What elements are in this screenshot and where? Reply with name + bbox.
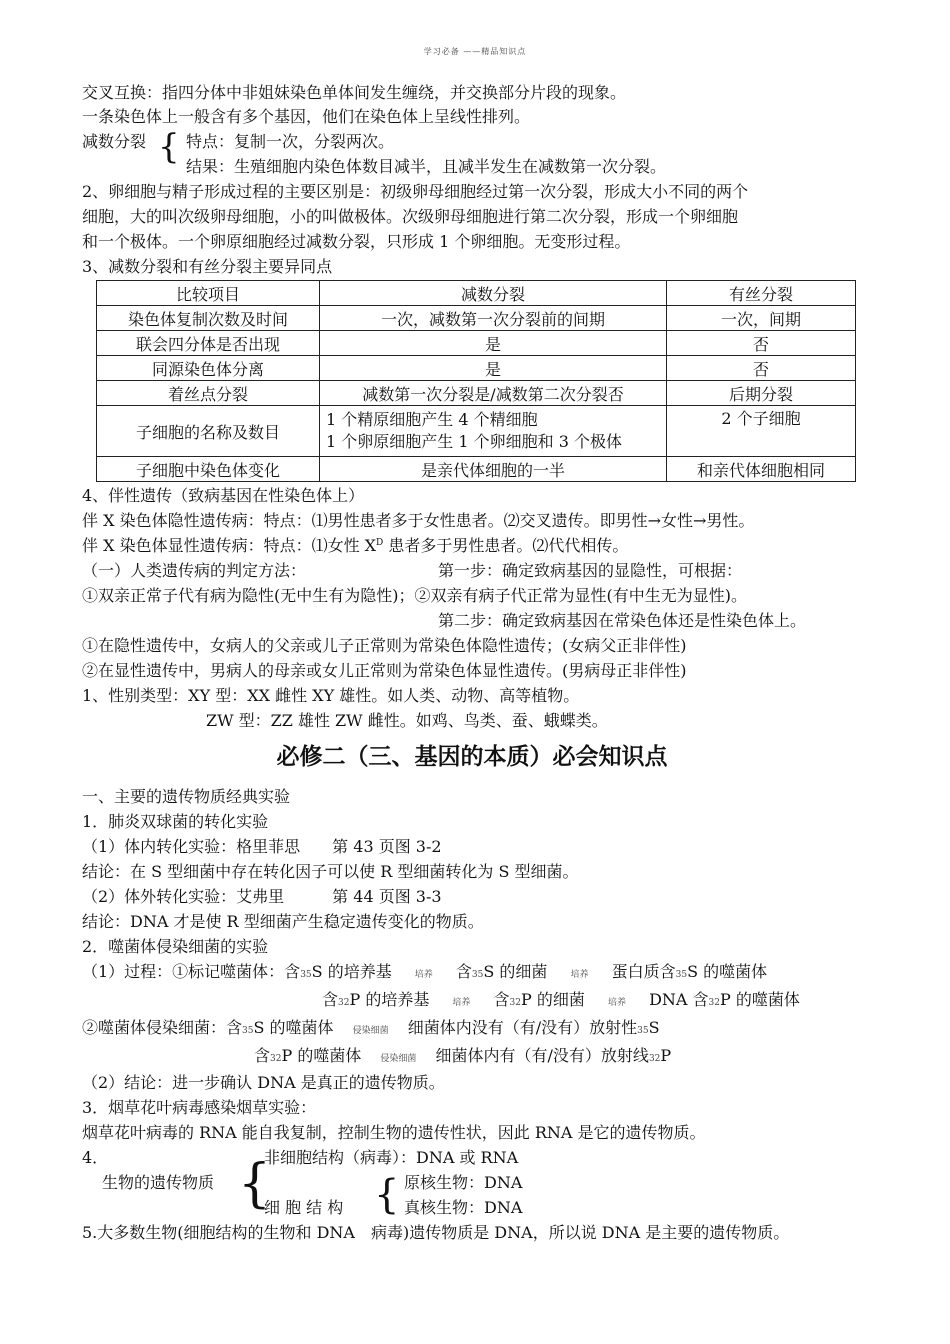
non-cellular: 非细胞结构（病毒）：DNA 或 RNA xyxy=(264,1148,519,1167)
x-recessive: 伴 X 染色体隐性遗传病：特点：⑴男性患者多于女性患者。⑵交叉遗传。即男性→女性→男性。 xyxy=(82,511,755,530)
judge-step-1: 第一步：确定致病基因的显隐性，可根据： xyxy=(438,561,743,580)
table-cell: 后期分裂 xyxy=(667,381,856,406)
superscript: D xyxy=(376,538,384,548)
x-dominant-a: 伴 X 染色体显性遗传病：特点：⑴女性 X xyxy=(82,536,377,555)
isotope: 32 xyxy=(509,998,521,1008)
phage-infect-32p xyxy=(254,1045,671,1069)
text: P xyxy=(660,1046,672,1065)
arrow-label: 培养 xyxy=(607,998,626,1008)
text: 含 xyxy=(493,990,510,1009)
header-cell: 减数分裂 xyxy=(320,281,667,306)
phage-infect-35s xyxy=(82,1017,660,1041)
table-cell: 否 xyxy=(667,356,856,381)
phage-process-32p xyxy=(322,989,800,1013)
table-cell: 染色体复制次数及时间 xyxy=(97,306,320,331)
table-row xyxy=(97,306,856,331)
table-cell: 同源染色体分离 xyxy=(97,356,320,381)
brace-icon: { xyxy=(238,1154,272,1214)
arrow-label: 培养 xyxy=(414,970,433,980)
sex-type-zw: ZW 型：ZZ 雄性 ZW 雌性。如鸡、鸟类、蚕、蛾蝶类。 xyxy=(206,711,608,730)
table-cell: 否 xyxy=(667,331,856,356)
table-row xyxy=(97,457,856,482)
egg-sperm-line-3: 和一个极体。一个卵原细胞经过减数分裂，只形成 1 个卵细胞。无变形过程。 xyxy=(82,232,631,251)
table-row xyxy=(97,331,856,356)
eukaryote: 真核生物：DNA xyxy=(404,1198,523,1217)
text: DNA 含 xyxy=(649,990,709,1009)
text: 含 xyxy=(455,962,472,981)
pneumococcus-heading: 1．肺炎双球菌的转化实验 xyxy=(82,812,269,831)
item-4-number: 4． xyxy=(82,1148,109,1167)
tmv-heading: 3．烟草花叶病毒感染烟草实验： xyxy=(82,1098,317,1117)
comparison-table xyxy=(96,280,856,482)
text: 含 xyxy=(254,1046,271,1065)
table-row xyxy=(97,406,856,457)
table-cell: 是亲代体细胞的一半 xyxy=(320,457,667,482)
text: P 的噬菌体 xyxy=(720,990,800,1009)
phage-heading: 2．噬菌体侵染细菌的实验 xyxy=(82,937,269,956)
text: P 的培养基 xyxy=(349,990,430,1009)
arrow-label: 培养 xyxy=(570,970,589,980)
arrow-label: 侵染细菌 xyxy=(380,1054,417,1064)
egg-sperm-line-2: 细胞，大的叫次级卵母细胞，小的叫做极体。次级卵母细胞进行第二次分裂，形成一个卵细胞 xyxy=(82,207,739,226)
brace-icon: { xyxy=(374,1172,400,1218)
table-cell: 一次，间期 xyxy=(667,306,856,331)
page-header: 学习必备 ——精品知识点 xyxy=(423,47,527,56)
x-dominant xyxy=(82,535,628,559)
cell-line: 1 个卵原细胞产生 1 个卵细胞和 3 个极体 xyxy=(326,432,622,451)
section-title: 必修二（三、基因的本质）必会知识点 xyxy=(276,743,668,770)
isotope: 35 xyxy=(637,1026,649,1036)
text: P 的细菌 xyxy=(521,990,585,1009)
judge-rule-2: ①在隐性遗传中，女病人的父亲或儿子正常则为常染色体隐性遗传；(女病父正非伴性) xyxy=(82,636,687,655)
text: P 的噬菌体 xyxy=(281,1046,362,1065)
table-header-row xyxy=(97,281,856,306)
table-cell: 减数第一次分裂是/减数第二次分裂否 xyxy=(320,381,667,406)
text: S 的噬菌体 xyxy=(253,1018,334,1037)
table-cell: 2 个子细胞 xyxy=(667,406,856,457)
table-cell: 是 xyxy=(320,331,667,356)
cell-line: 1 个精原细胞产生 4 个精细胞 xyxy=(326,410,538,429)
phage-process-35s xyxy=(82,961,767,985)
text: 含 xyxy=(322,990,339,1009)
text: S 的培养基 xyxy=(311,962,392,981)
cellular: 细 胞 结 构 xyxy=(264,1198,344,1217)
isotope: 32 xyxy=(270,1054,282,1064)
sex-type-xy: 1、性别类型：XY 型：XX 雌性 XY 雄性。如人类、动物、高等植物。 xyxy=(82,686,580,705)
text: S xyxy=(648,1018,660,1037)
isotope: 32 xyxy=(338,998,350,1008)
table-cell: 和亲代体细胞相同 xyxy=(667,457,856,482)
header-cell: 有丝分裂 xyxy=(667,281,856,306)
prokaryote: 原核生物：DNA xyxy=(404,1173,523,1192)
judge-step-2: 第二步：确定致病基因在常染色体还是性染色体上。 xyxy=(438,611,807,630)
isotope: 32 xyxy=(648,1054,661,1064)
genes-on-chromosome: 一条染色体上一般含有多个基因，他们在染色体上呈线性排列。 xyxy=(82,107,531,126)
text: 细菌体内没有（有/没有）放射性 xyxy=(407,1018,638,1037)
table-cell-multiline xyxy=(320,406,667,457)
judge-rule-1: ①双亲正常子代有病为隐性(无中生有为隐性)；②双亲有病子代正常为显性(有中生无为显性)。 xyxy=(82,586,747,605)
meiosis-feature: 特点：复制一次，分裂两次。 xyxy=(186,132,395,151)
text: 细菌体内有（有/没有）放射线 xyxy=(435,1046,649,1065)
table-cell: 是 xyxy=(320,356,667,381)
table-row xyxy=(97,356,856,381)
judge-rule-3: ②在显性遗传中，男病人的母亲或女儿正常则为常染色体显性遗传。(男病母正非伴性) xyxy=(82,661,687,680)
in-vitro-experiment: （2）体外转化实验：艾弗里 第 44 页图 3-3 xyxy=(82,887,442,906)
genetic-material-label: 生物的遗传物质 xyxy=(102,1173,215,1192)
isotope: 35 xyxy=(300,970,312,980)
isotope: 35 xyxy=(242,1026,254,1036)
table-cell: 子细胞的名称及数目 xyxy=(97,406,320,457)
header-cell: 比较项目 xyxy=(97,281,320,306)
meiosis-label: 减数分裂 xyxy=(82,132,147,151)
main-genetic-material: 5.大多数生物(细胞结构的生物和 DNA 病毒)遗传物质是 DNA，所以说 DNA 是主要的遗传物质。 xyxy=(82,1223,790,1242)
meiosis-result: 结果：生殖细胞内染色体数目减半，且减半发生在减数第一次分裂。 xyxy=(186,157,667,176)
brace-icon: { xyxy=(158,127,180,167)
experiments-heading: 一、主要的遗传物质经典实验 xyxy=(82,787,291,806)
text: （1）过程：①标记噬菌体：含 xyxy=(82,962,301,981)
arrow-label: 培养 xyxy=(452,998,471,1008)
in-vivo-conclusion: 结论：在 S 型细菌中存在转化因子可以使 R 型细菌转化为 S 型细菌。 xyxy=(82,862,579,881)
table-cell: 着丝点分裂 xyxy=(97,381,320,406)
in-vitro-conclusion: 结论：DNA 才是使 R 型细菌产生稳定遗传变化的物质。 xyxy=(82,912,484,931)
table-caption: 3、减数分裂和有丝分裂主要异同点 xyxy=(82,257,333,276)
crossing-over-definition: 交叉互换：指四分体中非姐妹染色单体间发生缠绕，并交换部分片段的现象。 xyxy=(82,83,627,102)
isotope: 35 xyxy=(471,970,484,980)
text: 蛋白质含 xyxy=(611,962,676,981)
in-vivo-experiment: （1）体内转化实验：格里菲思 第 43 页图 3-2 xyxy=(82,837,442,856)
table-cell: 一次，减数第一次分裂前的间期 xyxy=(320,306,667,331)
phage-conclusion: （2）结论：进一步确认 DNA 是真正的遗传物质。 xyxy=(82,1073,445,1092)
text: ②噬菌体侵染细菌：含 xyxy=(82,1018,243,1037)
egg-sperm-line-1: 2、卵细胞与精子形成过程的主要区别是：初级卵母细胞经过第一次分裂，形成大小不同的两个 xyxy=(82,182,749,201)
x-dominant-b: 患者多于男性患者。⑵代代相传。 xyxy=(383,536,629,555)
judge-method: （一）人类遗传病的判定方法： xyxy=(82,561,307,580)
table-row xyxy=(97,381,856,406)
arrow-label: 侵染细菌 xyxy=(352,1026,389,1036)
tmv-text: 烟草花叶病毒的 RNA 能自我复制，控制生物的遗传性状，因此 RNA 是它的遗传物质。 xyxy=(82,1123,706,1142)
table-cell: 联会四分体是否出现 xyxy=(97,331,320,356)
sex-linked-heading: 4、伴性遗传（致病基因在性染色体上） xyxy=(82,486,365,505)
text: S 的噬菌体 xyxy=(687,962,768,981)
isotope: 32 xyxy=(708,998,720,1008)
text: S 的细菌 xyxy=(483,962,548,981)
isotope: 35 xyxy=(675,970,688,980)
table-cell: 子细胞中染色体变化 xyxy=(97,457,320,482)
